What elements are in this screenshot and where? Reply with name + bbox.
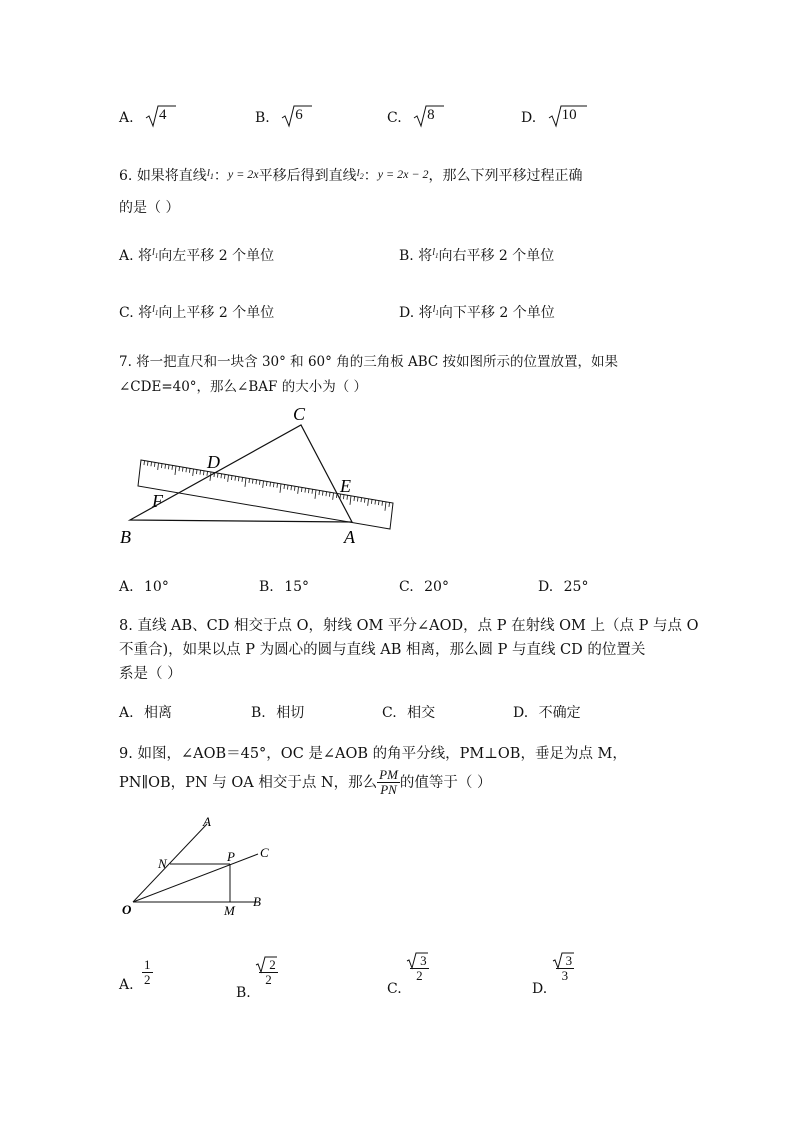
q8-line2: 不重合)，如果以点 P 为圆心的圆与直线 AB 相离，那么圆 P 与直线 CD 的位置关	[119, 642, 646, 658]
fraction-denominator: 3	[561, 968, 569, 984]
fraction-numerator: 1	[144, 957, 151, 972]
q6-text: 平移后得到直线	[258, 168, 357, 184]
radical-sign	[406, 952, 428, 970]
fraction-denominator: PN	[380, 782, 397, 798]
label-e: E	[340, 476, 351, 496]
sqrt-expression: 8	[414, 110, 422, 127]
q7-option-a	[119, 579, 169, 595]
ruler-tick	[231, 476, 232, 480]
ruler-tick	[168, 465, 169, 469]
option-label: D.	[521, 110, 537, 126]
equation-l2: y = 2x − 2	[377, 167, 429, 181]
ruler-tick	[270, 482, 271, 486]
option-post: 向右平移 2 个单位	[438, 248, 555, 264]
label-c: C	[293, 404, 306, 424]
option-label: B.	[259, 579, 274, 595]
ruler-tick	[385, 502, 386, 511]
q8-option-d	[513, 702, 581, 722]
ruler-tick	[224, 474, 225, 478]
ruler-tick	[249, 479, 250, 483]
option-text: 20°	[424, 579, 449, 595]
ruler-tick	[228, 475, 229, 482]
ruler-tick	[242, 477, 243, 481]
fraction-numerator	[410, 954, 429, 969]
radicand: 2	[269, 957, 276, 972]
ruler-tick	[189, 468, 190, 472]
q7-option-b	[259, 579, 309, 595]
ruler-tick	[217, 473, 218, 477]
option-text: 相切	[276, 705, 305, 721]
ruler-tick	[196, 470, 197, 474]
ruler-tick	[147, 461, 148, 465]
option-label: B.	[236, 984, 251, 1001]
ruler-tick	[291, 486, 292, 490]
ruler-tick	[151, 462, 152, 466]
q7-figure	[110, 400, 410, 550]
ruler-tick	[277, 483, 278, 487]
option-label: D.	[532, 980, 548, 997]
q6-option-a	[119, 245, 274, 265]
ruler-tick	[158, 463, 159, 470]
q5-option-d	[521, 107, 577, 127]
fraction-1-2	[142, 958, 153, 988]
option-pre: 将	[138, 248, 153, 264]
option-label: C.	[119, 305, 134, 321]
q9-figure	[120, 812, 280, 922]
option-label: A.	[119, 976, 134, 993]
ray-oa	[133, 824, 207, 902]
ruler-tick	[319, 490, 320, 494]
radical-sign	[255, 956, 277, 974]
ruler-ticks	[144, 461, 390, 511]
fraction-sqrt3-2	[410, 954, 429, 984]
ruler-tick	[179, 467, 180, 471]
ruler-tick	[207, 471, 208, 475]
ruler-tick	[266, 482, 267, 486]
ruler-tick	[333, 493, 334, 500]
equation-l1: y = 2x	[227, 167, 259, 181]
ruler-tick	[357, 497, 358, 501]
l1-sub: 1	[435, 309, 439, 317]
ruler-tick	[172, 465, 173, 469]
ruler-tick	[361, 498, 362, 502]
ruler-tick	[256, 480, 257, 484]
ruler-tick	[350, 496, 351, 505]
option-text: 不确定	[538, 705, 581, 721]
q6-option-d	[399, 302, 555, 322]
ruler-tick	[210, 472, 211, 481]
label-o: O	[122, 902, 132, 917]
ruler-tick	[294, 486, 295, 490]
q9-option-b	[236, 957, 278, 1001]
q7-line2: ∠CDE=40°，那么∠BAF 的大小为（ ）	[119, 379, 367, 395]
l1-sub: 1	[434, 252, 439, 260]
radicand: 3	[420, 953, 427, 968]
sqrt-expression: 6	[282, 110, 290, 127]
l1-symbol	[206, 167, 214, 182]
l1-sub: 1	[154, 309, 159, 317]
option-text: 15°	[284, 579, 310, 595]
ruler-tick	[312, 489, 313, 493]
triangle-abc	[130, 425, 352, 522]
q9-option-c	[387, 953, 429, 997]
l2-letter: l	[356, 167, 360, 179]
ruler-tick	[389, 502, 390, 506]
option-label: A.	[119, 248, 134, 264]
ruler-tick	[326, 492, 327, 496]
ruler-tick	[308, 489, 309, 493]
ruler-tick	[273, 483, 274, 487]
q5-option-a	[119, 107, 167, 127]
option-label: C.	[382, 705, 397, 721]
q9-line2	[119, 768, 492, 798]
option-label: A.	[119, 705, 134, 721]
label-a: A	[203, 814, 211, 829]
q7-line1: 7. 将一把直尺和一块含 30° 和 60° 角的三角板 ABC 按如图所示的位置放置，如果	[119, 354, 619, 370]
fraction-denominator: 2	[265, 972, 272, 988]
sqrt-expression: 10	[549, 110, 564, 127]
l2-sub: 2	[359, 172, 364, 182]
option-label: A.	[119, 579, 134, 595]
option-label: D.	[513, 705, 529, 721]
q6-line2: 的是（ ）	[119, 200, 180, 216]
ruler-tick	[175, 466, 176, 475]
ruler-tick	[161, 464, 162, 468]
ruler-tick	[203, 471, 204, 475]
option-label: C.	[399, 579, 414, 595]
label-a: A	[344, 527, 355, 547]
question-number: 6.	[119, 168, 133, 184]
option-pre: 将	[138, 305, 153, 321]
ruler-tick	[280, 484, 281, 493]
q7-option-d	[538, 579, 588, 595]
option-post: 向左平移 2 个单位	[158, 248, 275, 264]
option-label: B.	[251, 705, 266, 721]
q9-text: PN∥OB，PN 与 OA 相交于点 N，那么	[119, 774, 378, 791]
fraction-denominator: 2	[144, 972, 151, 988]
ruler-tick	[371, 499, 372, 503]
l1-letter: l	[152, 247, 155, 258]
q9-option-a	[119, 957, 153, 993]
option-label: B.	[399, 248, 414, 264]
ruler-tick	[193, 469, 194, 476]
label-m: M	[224, 903, 235, 918]
ruler-tick	[354, 496, 355, 500]
option-label: A.	[119, 110, 134, 126]
q6-option-b	[399, 245, 554, 265]
label-b: B	[253, 894, 261, 909]
fraction-numerator	[556, 954, 575, 969]
ruler-tick	[245, 478, 246, 487]
l2-symbol	[356, 167, 364, 182]
q8-option-a	[119, 702, 172, 722]
q6-option-c	[119, 302, 274, 322]
fraction-pm-pn	[377, 768, 400, 798]
option-pre: 将	[418, 305, 433, 321]
fraction-numerator: PM	[379, 767, 398, 782]
q5-option-c	[387, 107, 435, 127]
l1-letter: l	[432, 304, 436, 315]
ruler-tick	[364, 498, 365, 502]
ruler-tick	[298, 487, 299, 494]
label-n: N	[158, 856, 167, 871]
ruler-tick	[259, 480, 260, 484]
q8-line3: 系是（ ）	[119, 666, 182, 682]
label-f: F	[152, 491, 163, 511]
option-label: B.	[255, 110, 270, 126]
q9-option-d	[532, 953, 574, 997]
sqrt-expression: 4	[146, 110, 154, 127]
q8-line1: 8. 直线 AB、CD 相交于点 O，射线 OM 平分∠AOD，点 P 在射线 OM 上（点 P 与点 O	[119, 618, 699, 634]
q9-text: 的值等于（ ）	[399, 774, 492, 791]
option-text: 10°	[144, 579, 169, 595]
ruler-tick	[182, 467, 183, 471]
fraction-sqrt2-2	[259, 958, 278, 988]
ruler-tick	[154, 462, 155, 466]
option-pre: 将	[418, 248, 433, 264]
radical-sign	[552, 952, 574, 970]
q8-option-b	[251, 702, 304, 722]
option-label: D.	[538, 579, 554, 595]
q7-option-c	[399, 579, 449, 595]
ruler-tick	[221, 474, 222, 478]
ruler-tick	[301, 487, 302, 491]
ruler-tick	[382, 501, 383, 505]
q6-text: 如果将直线	[136, 168, 207, 184]
option-text: 25°	[563, 579, 589, 595]
radicand: 3	[565, 953, 573, 968]
ray-oc	[133, 854, 258, 902]
label-b: B	[120, 527, 131, 547]
ruler-tick	[238, 477, 239, 481]
ruler-tick	[305, 488, 306, 492]
label-p: P	[227, 849, 235, 864]
ruler-tick	[186, 468, 187, 472]
colon: ：	[363, 168, 378, 184]
ruler-tick	[287, 485, 288, 489]
l1-letter: l	[206, 167, 210, 179]
q6-line1	[119, 165, 583, 185]
option-label: C.	[387, 110, 402, 126]
ruler-tick	[368, 499, 369, 506]
l1-letter: l	[152, 304, 155, 315]
option-text: 相交	[407, 705, 436, 721]
ruler-tick	[284, 484, 285, 488]
q6-text: ，那么下列平移过程正确	[428, 168, 583, 184]
ruler-tick	[263, 481, 264, 488]
fraction-numerator	[259, 958, 278, 973]
l1-sub: 1	[154, 252, 159, 260]
l1-letter: l	[432, 247, 435, 258]
ruler-tick	[315, 490, 316, 499]
q8-option-c	[382, 702, 435, 722]
label-c: C	[260, 845, 269, 860]
ruler-tick	[235, 476, 236, 480]
ruler-tick	[144, 461, 145, 465]
ruler-tick	[165, 464, 166, 468]
ruler-tick	[200, 470, 201, 474]
option-label: C.	[387, 980, 402, 997]
option-post: 向上平移 2 个单位	[158, 305, 275, 321]
ruler-tick	[375, 500, 376, 504]
ruler-tick	[378, 501, 379, 505]
option-label: D.	[399, 305, 415, 321]
option-text: 相离	[144, 705, 173, 721]
option-post: 向下平移 2 个单位	[438, 305, 555, 321]
l1-sub: 1	[209, 172, 214, 182]
ruler-tick	[322, 491, 323, 495]
label-d: D	[207, 452, 220, 472]
fraction-denominator: 2	[416, 968, 423, 984]
colon: ：	[213, 168, 228, 184]
ruler-tick	[329, 492, 330, 496]
fraction-sqrt3-3	[556, 954, 575, 984]
q9-line1: 9. 如图，∠AOB＝45°，OC 是∠AOB 的角平分线，PM⊥OB，垂足为点 M，	[119, 746, 627, 762]
ruler-tick	[252, 479, 253, 483]
q5-option-b	[255, 107, 303, 127]
